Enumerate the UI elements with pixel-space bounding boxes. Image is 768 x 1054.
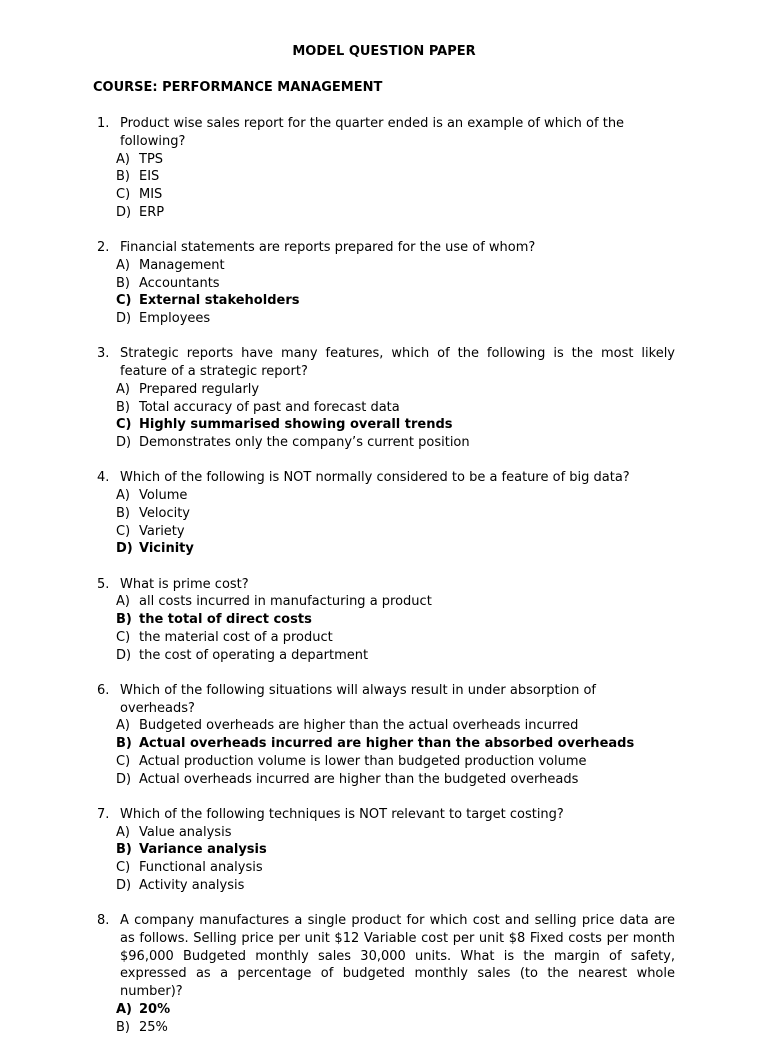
- answer-option: [116, 877, 675, 895]
- option-text: Employees: [139, 311, 211, 326]
- correct-answer-option: [116, 1001, 675, 1019]
- option-text: Budgeted overheads are higher than the actual overheads incurred: [139, 718, 579, 734]
- option-text: Value analysis: [139, 824, 232, 840]
- option-letter: B): [116, 736, 132, 751]
- option-text: the cost of operating a department: [139, 647, 369, 663]
- option-letter: B): [116, 169, 130, 185]
- answer-option: [116, 204, 675, 222]
- option-letter: B): [116, 399, 130, 415]
- option-list: [97, 824, 675, 895]
- option-text: Demonstrates only the company’s current position: [139, 435, 470, 450]
- question-list: [97, 115, 675, 1054]
- option-letter: B): [116, 1019, 130, 1035]
- question-number: 8.: [97, 913, 110, 928]
- answer-option: [116, 151, 675, 169]
- question-item: [97, 682, 675, 789]
- option-letter: A): [116, 488, 130, 503]
- option-list: [97, 1001, 675, 1037]
- answer-option: [116, 168, 675, 186]
- option-text: the material cost of a product: [139, 629, 333, 645]
- question-row: [97, 806, 675, 824]
- question-item: [97, 345, 675, 452]
- option-list: [97, 381, 675, 452]
- question-number: 3.: [97, 346, 110, 362]
- question-text: What is prime cost?: [120, 576, 249, 592]
- option-letter: B): [116, 842, 132, 858]
- answer-option: [116, 753, 675, 771]
- option-text: Actual overheads incurred are higher than the budgeted overheads: [139, 771, 579, 787]
- correct-answer-option: [116, 292, 675, 310]
- option-text: MIS: [139, 187, 163, 202]
- question-item: [97, 806, 675, 895]
- option-text: Functional analysis: [139, 860, 263, 875]
- option-letter: D): [116, 647, 132, 663]
- option-text: EIS: [139, 169, 160, 185]
- option-letter: D): [116, 311, 132, 326]
- answer-option: [116, 399, 675, 417]
- question-text: Which of the following is NOT normally considered to be a feature of big data?: [120, 470, 630, 486]
- answer-option: [116, 523, 675, 541]
- option-text: Total accuracy of past and forecast data: [139, 399, 400, 415]
- option-list: [97, 593, 675, 664]
- answer-option: [116, 434, 675, 452]
- option-text: the total of direct costs: [139, 612, 312, 627]
- question-number: 5.: [97, 576, 110, 592]
- option-text: Management: [139, 257, 225, 273]
- option-text: 20%: [139, 1001, 171, 1017]
- option-letter: C): [116, 860, 131, 875]
- question-number: 7.: [97, 806, 110, 822]
- option-letter: C): [116, 753, 131, 769]
- correct-answer-option: [116, 735, 675, 753]
- option-letter: B): [116, 505, 130, 521]
- option-letter: B): [116, 612, 132, 627]
- answer-option: [116, 186, 675, 204]
- option-text: Velocity: [139, 505, 190, 521]
- option-list: [97, 717, 675, 788]
- option-letter: D): [116, 435, 132, 450]
- question-item: [97, 576, 675, 665]
- answer-option: [116, 487, 675, 505]
- question-row: [97, 115, 675, 151]
- option-letter: A): [116, 594, 130, 610]
- option-text: Accountants: [139, 275, 220, 291]
- option-letter: C): [116, 187, 131, 202]
- answer-option: [116, 257, 675, 275]
- option-text: 25%: [139, 1019, 168, 1035]
- option-letter: A): [116, 257, 130, 273]
- option-text: ERP: [139, 204, 165, 220]
- option-letter: B): [116, 275, 130, 291]
- correct-answer-option: [116, 540, 675, 558]
- option-letter: A): [116, 151, 130, 167]
- correct-answer-option: [116, 841, 675, 859]
- option-text: Variety: [139, 523, 185, 539]
- question-item: [97, 469, 675, 558]
- question-number: 4.: [97, 470, 110, 486]
- option-letter: A): [116, 381, 130, 397]
- answer-option: [116, 629, 675, 647]
- option-text: Variance analysis: [139, 842, 267, 858]
- answer-option: [116, 717, 675, 735]
- question-row: [97, 682, 675, 718]
- option-text: TPS: [139, 151, 164, 167]
- option-letter: A): [116, 718, 130, 734]
- option-text: Volume: [139, 488, 188, 503]
- option-letter: C): [116, 629, 131, 645]
- option-list: [97, 257, 675, 328]
- question-text: Strategic reports have many features, which of the following is the most likely feature of a strategic report?: [120, 346, 675, 379]
- question-row: [97, 469, 675, 487]
- option-text: Prepared regularly: [139, 381, 260, 397]
- question-text: Financial statements are reports prepared for the use of whom?: [120, 240, 536, 255]
- option-text: External stakeholders: [139, 293, 300, 309]
- option-letter: D): [116, 541, 133, 557]
- question-text: Which of the following situations will always result in under absorption of overheads?: [120, 682, 597, 716]
- answer-option: [116, 593, 675, 611]
- question-row: [97, 345, 675, 381]
- option-list: [97, 487, 675, 558]
- question-item: [97, 912, 675, 1036]
- question-item: [97, 115, 675, 222]
- option-text: Activity analysis: [139, 877, 245, 893]
- answer-option: [116, 275, 675, 293]
- option-text: Vicinity: [139, 541, 194, 557]
- option-text: Highly summarised showing overall trends: [139, 417, 453, 433]
- question-number: 2.: [97, 240, 110, 255]
- option-letter: D): [116, 877, 132, 893]
- question-number: 6.: [97, 682, 110, 698]
- question-row: [97, 576, 675, 594]
- answer-option: [116, 824, 675, 842]
- answer-option: [116, 859, 675, 877]
- option-list: [97, 151, 675, 222]
- option-text: all costs incurred in manufacturing a product: [139, 594, 432, 610]
- question-row: [97, 239, 675, 257]
- answer-option: [116, 1019, 675, 1037]
- page-title: MODEL QUESTION PAPER: [292, 44, 476, 59]
- answer-option: [116, 310, 675, 328]
- option-letter: C): [116, 293, 132, 309]
- option-letter: C): [116, 417, 132, 433]
- option-letter: C): [116, 523, 131, 539]
- option-text: Actual production volume is lower than budgeted production volume: [139, 753, 587, 769]
- course-title: COURSE: PERFORMANCE MANAGEMENT: [93, 80, 383, 95]
- question-row: [97, 912, 675, 1001]
- answer-option: [116, 381, 675, 399]
- question-item: [97, 239, 675, 328]
- correct-answer-option: [116, 611, 675, 629]
- option-letter: D): [116, 771, 132, 787]
- question-text: A company manufactures a single product for which cost and selling price data are as follows. Selling price per unit $12 Variable cost per unit $8 Fixed costs per month $96,000 Budgeted monthly sales 30,000 units. What is the margin of safety, expressed as a percentage of budgeted monthly sales (to the nearest whole number)?: [120, 913, 675, 999]
- question-text: Product wise sales report for the quarter ended is an example of which of the following?: [120, 116, 625, 149]
- question-text: Which of the following techniques is NOT relevant to target costing?: [120, 806, 564, 822]
- option-text: Actual overheads incurred are higher than the absorbed overheads: [139, 736, 635, 751]
- answer-option: [116, 505, 675, 523]
- correct-answer-option: [116, 416, 675, 434]
- option-letter: A): [116, 824, 130, 840]
- question-number: 1.: [97, 116, 110, 131]
- option-letter: D): [116, 204, 132, 220]
- answer-option: [116, 771, 675, 789]
- option-letter: A): [116, 1001, 133, 1017]
- answer-option: [116, 647, 675, 665]
